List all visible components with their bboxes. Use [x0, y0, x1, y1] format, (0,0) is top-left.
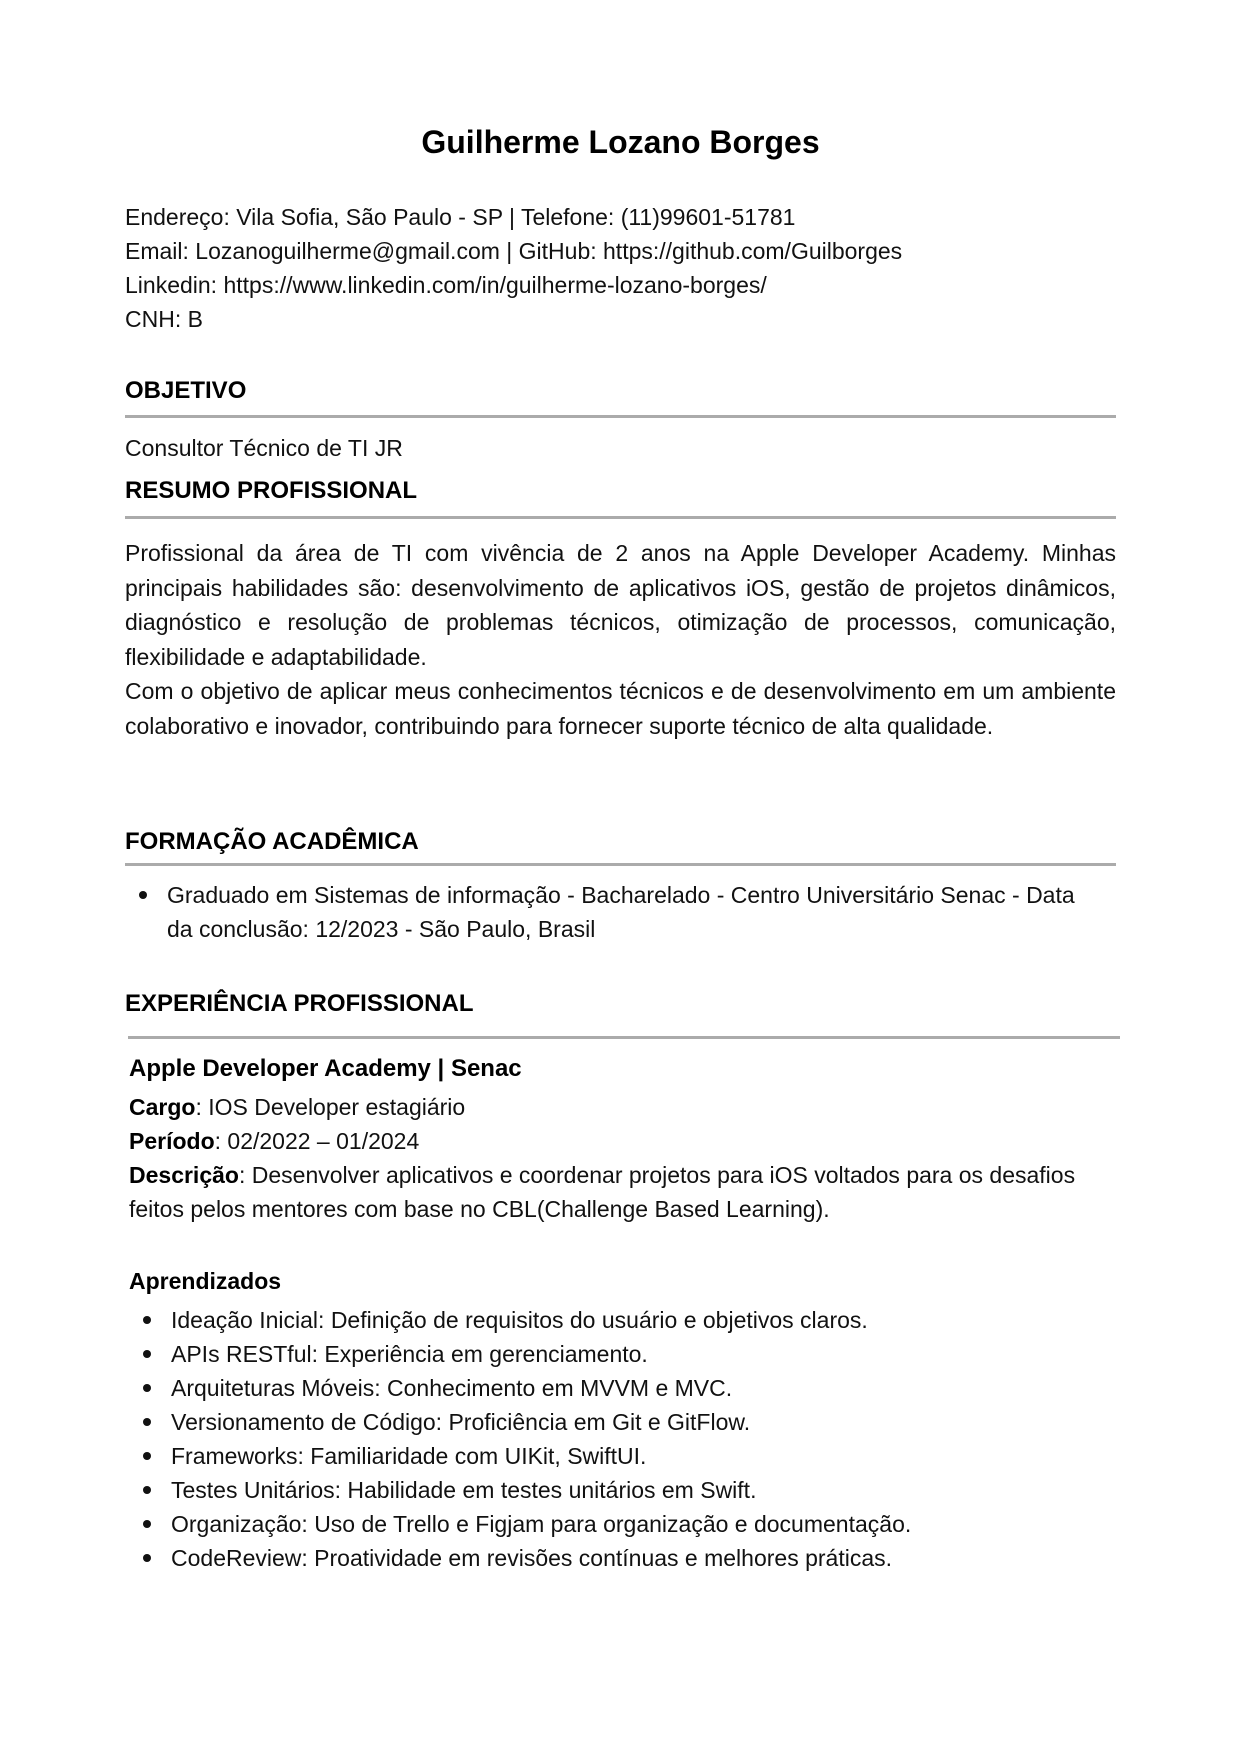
periodo-line: [129, 1124, 419, 1158]
section-heading-objetivo: OBJETIVO: [125, 377, 247, 404]
section-divider: [125, 863, 1116, 866]
bullet-icon: [143, 1350, 151, 1358]
list-item-text: CodeReview: Proatividade em revisões contínuas e melhores práticas.: [171, 1545, 893, 1571]
company-name: Apple Developer Academy | Senac: [129, 1055, 522, 1082]
descricao-label: Descrição: [129, 1162, 239, 1188]
formacao-item: Graduado em Sistemas de informação - Bacharelado - Centro Universitário Senac - Data da conclusão: 12/2023 - São Paulo, Brasil: [167, 882, 1075, 942]
list-item-text: Organização: Uso de Trello e Figjam para organização e documentação.: [171, 1511, 912, 1537]
section-divider: [125, 415, 1116, 418]
cargo-value: : IOS Developer estagiário: [195, 1094, 466, 1120]
bullet-icon: [143, 1554, 151, 1562]
contact-address-phone: Endereço: Vila Sofia, São Paulo - SP | Telefone: (11)99601-51781: [125, 204, 796, 230]
descricao-value: : Desenvolver aplicativos e coordenar projetos para iOS voltados para os desafios feitos pelos mentores com base no CBL(Challenge Based Learning).: [129, 1162, 1076, 1222]
section-heading-experiencia: EXPERIÊNCIA PROFISSIONAL: [125, 990, 474, 1017]
bullet-icon: [143, 1316, 151, 1324]
section-divider: [128, 1036, 1120, 1039]
list-item-text: APIs RESTful: Experiência em gerenciamento.: [171, 1341, 648, 1367]
cargo-line: [129, 1090, 465, 1124]
contact-cnh: CNH: B: [125, 306, 203, 332]
resumo-text: [125, 536, 1116, 743]
list-item-text: Ideação Inicial: Definição de requisitos do usuário e objetivos claros.: [171, 1307, 868, 1333]
bullet-icon: [143, 1520, 151, 1528]
periodo-value: : 02/2022 – 01/2024: [214, 1128, 420, 1154]
bullet-icon: [143, 1384, 151, 1392]
section-heading-formacao: FORMAÇÃO ACADÊMICA: [125, 828, 419, 855]
contact-email-github: Email: Lozanoguilherme@gmail.com | GitHub: https://github.com/Guilborges: [125, 238, 903, 264]
resumo-paragraph: Profissional da área de TI com vivência de 2 anos na Apple Developer Academy. Minhas principais habilidades são: desenvolvimento de aplicativos iOS, gestão de projetos dinâmicos, diagnóstico e resolução de problemas técnicos, otimização de processos, comunicação, flexibilidade e adaptabilidade.: [125, 540, 1116, 670]
aprendizados-heading: Aprendizados: [129, 1268, 282, 1294]
candidate-name: Guilherme Lozano Borges: [421, 124, 820, 160]
descricao-line: [129, 1158, 1089, 1226]
list-item-text: Arquiteturas Móveis: Conhecimento em MVVM e MVC.: [171, 1375, 733, 1401]
bullet-icon: [143, 1418, 151, 1426]
contact-linkedin: Linkedin: https://www.linkedin.com/in/guilherme-lozano-borges/: [125, 272, 767, 298]
objetivo-text: Consultor Técnico de TI JR: [125, 435, 403, 461]
bullet-icon: [143, 1452, 151, 1460]
resumo-paragraph: Com o objetivo de aplicar meus conhecimentos técnicos e de desenvolvimento em um ambiente colaborativo e inovador, contribuindo para fornecer suporte técnico de alta qualidade.: [125, 678, 1116, 739]
section-divider: [125, 516, 1116, 519]
bullet-icon: [143, 1486, 151, 1494]
list-item-text: Testes Unitários: Habilidade em testes unitários em Swift.: [171, 1477, 757, 1503]
bullet-icon: [139, 891, 147, 899]
periodo-label: Período: [129, 1128, 215, 1154]
section-heading-resumo: RESUMO PROFISSIONAL: [125, 477, 418, 504]
cargo-label: Cargo: [129, 1094, 196, 1120]
list-item-text: Frameworks: Familiaridade com UIKit, SwiftUI.: [171, 1443, 647, 1469]
list-item-text: Versionamento de Código: Proficiência em Git e GitFlow.: [171, 1409, 751, 1435]
